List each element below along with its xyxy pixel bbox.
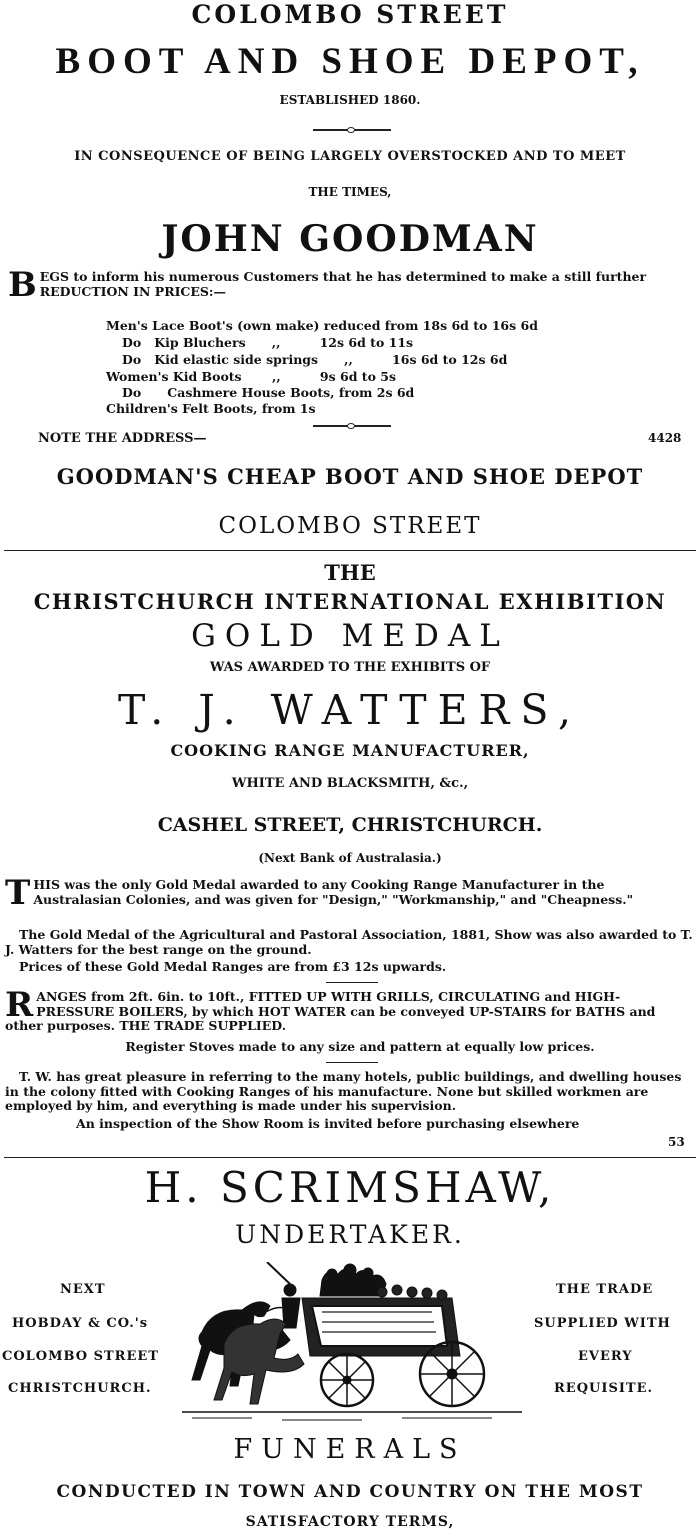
price-list-item: Men's Lace Boot's (own make) reduced from 18s 6d to 16s 6d	[106, 318, 538, 333]
watters-paragraph-1	[5, 873, 695, 913]
watters-exhibition: CHRISTCHURCH INTERNATIONAL EXHIBITION	[33, 589, 667, 614]
watters-paragraph-3: Prices of these Gold Medal Ranges are from £3 12s upwards.	[19, 959, 447, 974]
goodman-street-line: COLOMBO STREET	[218, 513, 482, 539]
price-list-item: Do Kip Bluchers ,, 12s 6d to 11s	[122, 335, 414, 350]
goodman-established: ESTABLISHED 1860.	[279, 93, 421, 107]
goodman-consequence-line1: IN CONSEQUENCE OF BEING LARGELY OVERSTOCKED AND TO MEET	[74, 149, 626, 164]
watters-smith: WHITE AND BLACKSMITH, &c.,	[231, 776, 469, 791]
goodman-ref-number: 4428	[648, 431, 682, 445]
watters-name: T. J. WATTERS,	[117, 686, 583, 734]
column-divider	[4, 1157, 696, 1158]
column-divider	[4, 550, 696, 551]
price-list-item: Do Cashmere House Boots, from 2s 6d	[122, 385, 415, 400]
begs-text: EGS to inform his numerous Customers that he has determined to make a still further REDUCTION IN PRICES:—	[39, 269, 647, 299]
right-text-line: THE TRADE	[556, 1282, 654, 1297]
watters-paragraph-6: T. W. has great pleasure in referring to the many hotels, public buildings, and dwelling houses in the colony fitted with Cooking Ranges of his manufacture. None but skilled workmen are employed by him, and everything is made under his supervision.	[5, 1069, 682, 1113]
goodman-depot-line: GOODMAN'S CHEAP BOOT AND SHOE DEPOT	[56, 464, 644, 489]
para1-dropcap: T	[5, 873, 31, 913]
scrimshaw-name: H. SCRIMSHAW,	[144, 1163, 556, 1212]
para4-text: ANGES from 2ft. 6in. to 10ft., FITTED UP WITH GRILLS, CIRCULATING and HIGH-PRESSURE BOILERS, by which HOT WATER can be conveyed UP-STAIRS for BATHS and other purposes. THE TRADE SUPPLIED.	[5, 989, 656, 1033]
goodman-headline: COLOMBO STREET	[191, 0, 509, 29]
watters-awarded: WAS AWARDED TO THE EXHIBITS OF	[209, 660, 491, 675]
watters-trade: COOKING RANGE MANUFACTURER,	[170, 741, 530, 760]
left-text-line: CHRISTCHURCH.	[8, 1381, 152, 1396]
goodman-begs-paragraph	[8, 265, 698, 305]
watters-next-bank: (Next Bank of Australasia.)	[258, 851, 442, 865]
left-text-line: COLOMBO STREET	[2, 1349, 159, 1364]
short-divider	[326, 1062, 378, 1063]
watters-paragraph-2: The Gold Medal of the Agricultural and Pastoral Association, 1881, Show was also awarded to T. J. Watters for the best range on the ground.	[5, 927, 693, 957]
goodman-consequence-line2: THE TIMES,	[308, 185, 392, 199]
watters-gold-medal: GOLD MEDAL	[191, 618, 509, 654]
funeral-hearse-illustration	[172, 1262, 532, 1426]
begs-dropcap: B	[8, 265, 37, 305]
note-address: NOTE THE ADDRESS—	[38, 431, 207, 446]
right-text-line: EVERY	[578, 1349, 633, 1364]
watters-paragraph-4	[5, 985, 695, 1034]
left-text-line: NEXT	[60, 1282, 106, 1297]
goodman-proprietor: JOHN GOODMAN	[161, 218, 539, 260]
para4-dropcap: R	[5, 985, 34, 1025]
watters-paragraph-5: Register Stoves made to any size and pattern at equally low prices.	[125, 1039, 595, 1054]
ornament-divider	[313, 127, 391, 133]
left-text-line: HOBDAY & CO.'s	[12, 1316, 149, 1331]
short-divider	[326, 982, 378, 983]
price-list-item: Do Kid elastic side springs ,, 16s 6d to 12s 6d	[122, 352, 508, 367]
goodman-title: BOOT AND SHOE DEPOT,	[55, 41, 645, 82]
watters-ref-number: 53	[668, 1135, 685, 1149]
scrimshaw-terms: SATISFACTORY TERMS,	[245, 1514, 455, 1530]
watters-paragraph-7: An inspection of the Show Room is invited before purchasing elsewhere	[76, 1116, 580, 1131]
scrimshaw-trade: UNDERTAKER.	[235, 1220, 465, 1249]
right-text-line: SUPPLIED WITH	[534, 1316, 671, 1331]
watters-the: THE	[324, 560, 376, 585]
watters-address: CASHEL STREET, CHRISTCHURCH.	[157, 814, 543, 836]
para1-text: HIS was the only Gold Medal awarded to any Cooking Range Manufacturer in the Australasian Colonies, and was given for "Design," "Workmanship," and "Cheapness."	[33, 877, 634, 907]
ornament-divider	[313, 423, 391, 429]
scrimshaw-conducted: CONDUCTED IN TOWN AND COUNTRY ON THE MOST	[56, 1482, 644, 1502]
price-list-item: Women's Kid Boots ,, 9s 6d to 5s	[106, 369, 397, 384]
right-text-line: REQUISITE.	[554, 1381, 654, 1396]
price-list-item: Children's Felt Boots, from 1s	[106, 401, 316, 416]
scrimshaw-funerals: FUNERALS	[233, 1434, 467, 1465]
